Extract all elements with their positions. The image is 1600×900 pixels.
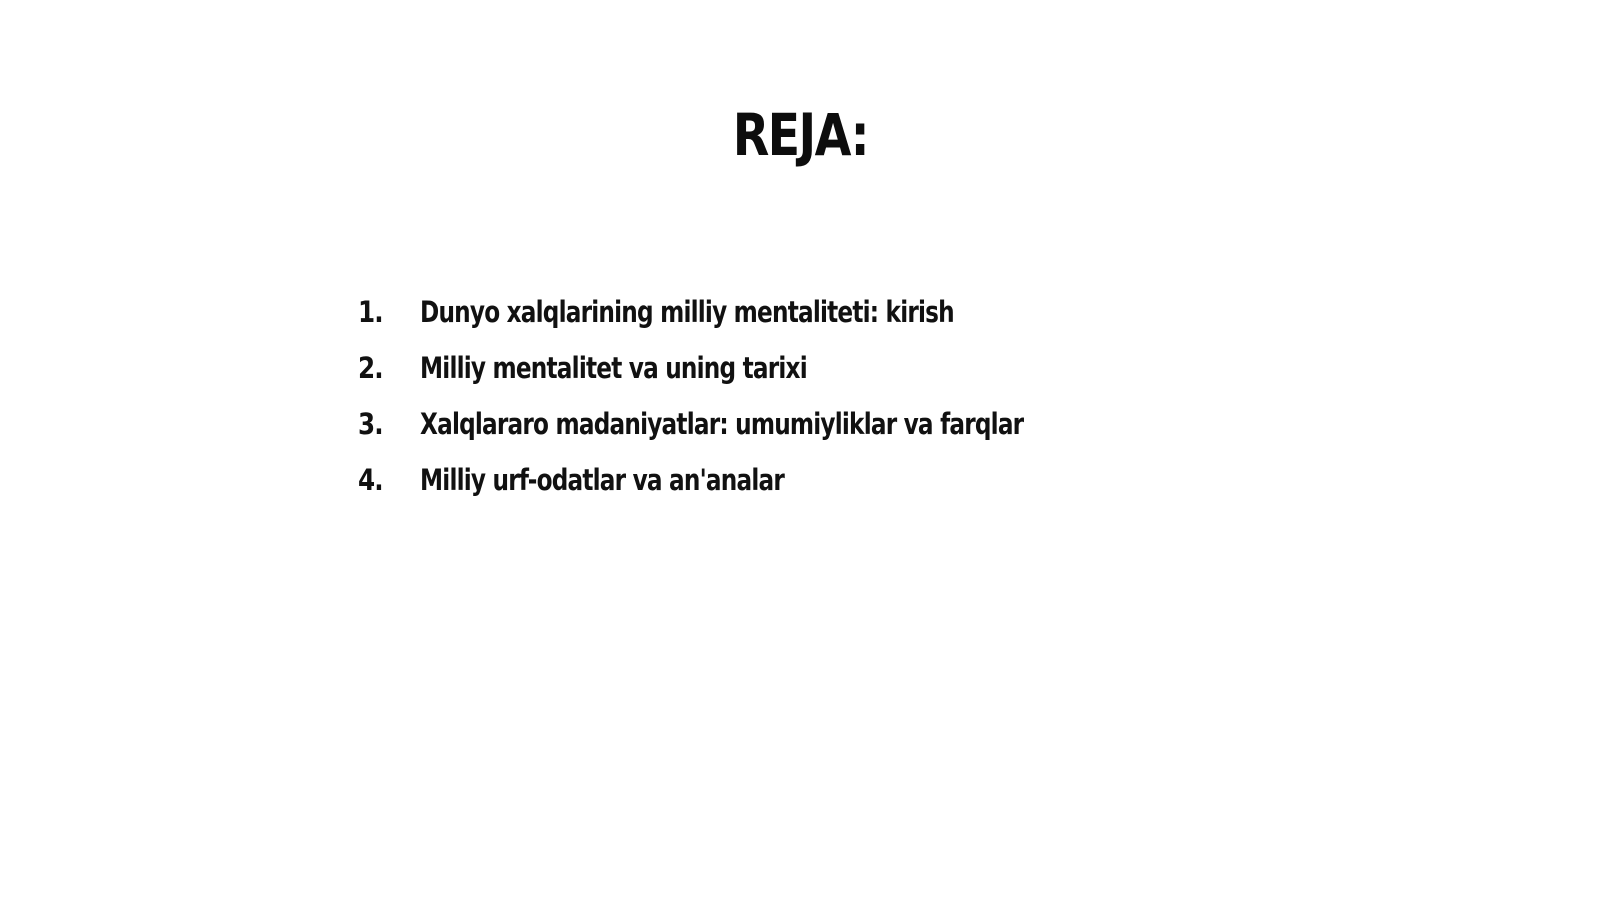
list-item xyxy=(358,284,1174,340)
list-item-number: 4. xyxy=(358,463,383,497)
list-item-number: 1. xyxy=(358,295,383,329)
list-item-text: Milliy urf-odatlar va an'analar xyxy=(420,463,784,497)
list-item-number: 2. xyxy=(358,351,383,385)
list-item-number: 3. xyxy=(358,407,383,441)
plan-list xyxy=(358,284,1174,508)
list-item-text: Milliy mentalitet va uning tarixi xyxy=(420,351,807,385)
list-item xyxy=(358,452,1174,508)
slide-title: REJA: xyxy=(732,101,869,169)
list-item xyxy=(358,396,1174,452)
list-item-text: Dunyo xalqlarining milliy mentaliteti: kirish xyxy=(420,295,954,329)
list-item xyxy=(358,340,1174,396)
list-item-text: Xalqlararo madaniyatlar: umumiyliklar va farqlar xyxy=(420,407,1024,441)
